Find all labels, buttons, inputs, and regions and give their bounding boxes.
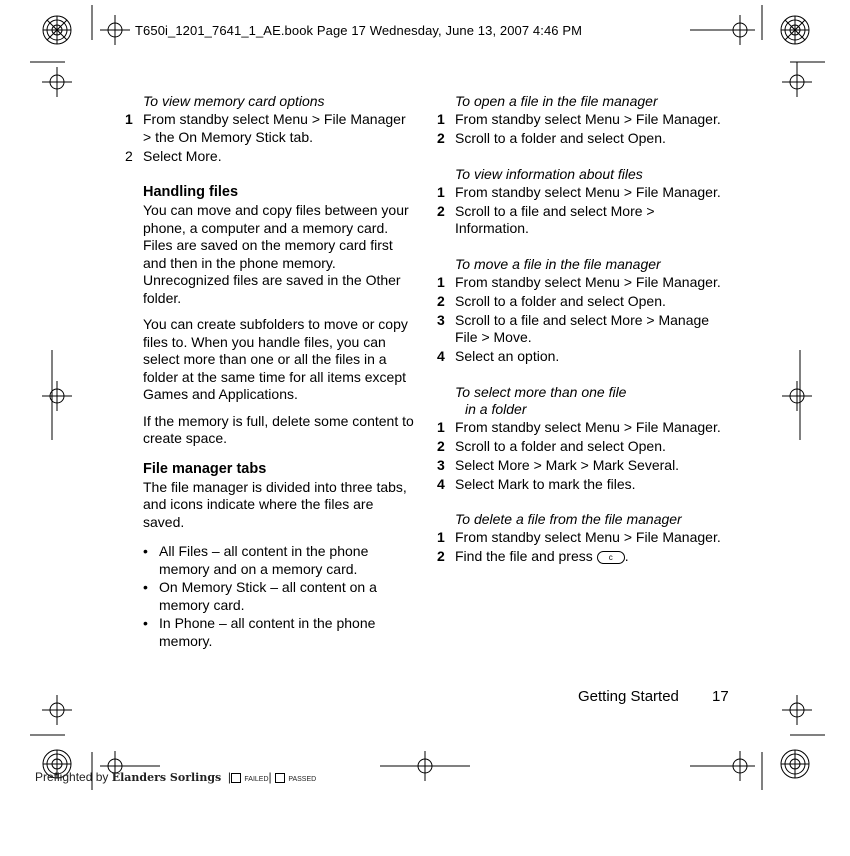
step-item <box>437 184 727 202</box>
step-number: 2 <box>437 292 445 309</box>
failed-label: FAILED <box>244 776 269 783</box>
file-info-steps <box>437 184 727 238</box>
color-rosette-icon <box>781 16 809 44</box>
select-multiple-title-line1: To select more than one file <box>455 383 627 400</box>
step-text: Scroll to a folder and select Open. <box>455 437 666 454</box>
step-item <box>437 274 727 292</box>
passed-label: PASSED <box>288 776 317 783</box>
memory-card-steps <box>125 111 415 165</box>
step-number: 1 <box>125 111 133 127</box>
step-number: 1 <box>437 273 445 290</box>
step-number: 1 <box>437 529 445 545</box>
step-text: From standby select Menu > File Manager. <box>455 418 721 435</box>
step-item <box>437 312 727 347</box>
color-rosette-icon <box>43 16 71 44</box>
step-text: From standby select Menu > File Manager. <box>455 111 721 127</box>
left-column <box>125 93 415 651</box>
step-text-end: . <box>624 548 629 564</box>
step-item <box>437 476 727 494</box>
delete-file-steps <box>437 529 727 566</box>
step-number: 2 <box>437 202 445 219</box>
memory-card-options-title: To view memory card options <box>143 93 325 109</box>
step-text: Scroll to a folder and select Open. <box>455 292 666 309</box>
checkbox-icon <box>275 773 285 783</box>
step-number: 1 <box>437 183 445 200</box>
move-file-steps <box>437 274 727 366</box>
right-column <box>437 93 727 574</box>
file-manager-tabs-heading: File manager tabs <box>143 460 267 477</box>
bullet-text: All Files – all content in the phone memory and on a memory card. <box>159 543 369 577</box>
step-text-part: Find the file and press <box>455 548 593 564</box>
step-text: From standby select Menu > File Manager > the On Memory Stick tab. <box>143 111 406 145</box>
paragraph: If the memory is full, delete some content to create space. <box>143 412 414 446</box>
step-text: Scroll to a folder and select Open. <box>455 130 666 146</box>
step-item <box>437 438 727 456</box>
move-file-title: To move a file in the file manager <box>455 255 661 272</box>
step-text: From standby select Menu > File Manager. <box>455 529 721 545</box>
step-number: 4 <box>437 475 445 492</box>
step-number: 2 <box>125 147 133 164</box>
step-text: Select an option. <box>455 348 560 364</box>
step-item <box>437 419 727 437</box>
preflight-prefix: Preflighted by <box>35 770 109 784</box>
preflight-stamp: Preflighted by Elanders Sorlings | FAILED| PASSED <box>35 770 317 784</box>
preflight-brand: Elanders Sorlings <box>111 771 222 784</box>
step-text: Scroll to a file and select More > Manage File > Move. <box>455 311 710 345</box>
paragraph: You can move and copy files between your phone, a computer and a memory card. Files are saved on the memory card first and then in the phone memory. Unrecognized files are saved in the Other folder. <box>143 202 409 306</box>
bullet-text: On Memory Stick – all content on a memory card. <box>159 579 377 613</box>
tabs-bullet-list <box>143 543 415 650</box>
open-file-steps <box>437 111 727 148</box>
list-item: • All Files – all content in the phone memory and on a memory card. <box>143 543 415 578</box>
step-number: 3 <box>437 456 445 473</box>
select-multiple-title-line2: in a folder <box>465 400 527 417</box>
step-item <box>437 293 727 311</box>
book-header: T650i_1201_7641_1_AE.book Page 17 Wednesday, June 13, 2007 4:46 PM <box>135 23 583 38</box>
step-text: Select Mark to mark the files. <box>455 475 636 492</box>
step-number: 2 <box>437 130 445 146</box>
step-text: From standby select Menu > File Manager. <box>455 183 721 200</box>
color-rosette-icon <box>781 750 809 778</box>
select-multiple-steps <box>437 419 727 494</box>
step-item <box>125 111 415 146</box>
bullet-text: In Phone – all content in the phone memory. <box>159 615 376 649</box>
step-text: From standby select Menu > File Manager. <box>455 273 721 290</box>
step-number: 2 <box>437 548 445 564</box>
step-text: Select More > Mark > Mark Several. <box>455 456 680 473</box>
step-number: 1 <box>437 418 445 435</box>
step-number: 2 <box>437 437 445 454</box>
step-text: Scroll to a file and select More > Information. <box>455 202 655 236</box>
paragraph: The file manager is divided into three tabs, and icons indicate where the files are saved. <box>143 478 407 530</box>
paragraph: You can create subfolders to move or copy files to. When you handle files, you can select more than one or all the files in a folder at the same time for all items except Games and Applications. <box>143 316 408 402</box>
checkbox-icon <box>231 773 241 783</box>
clear-key-icon: c <box>597 551 625 564</box>
open-file-title: To open a file in the file manager <box>455 93 658 109</box>
step-item <box>437 529 727 547</box>
step-item <box>437 111 727 129</box>
delete-file-title: To delete a file from the file manager <box>455 511 682 527</box>
step-text: Select More. <box>143 147 222 164</box>
list-item: • On Memory Stick – all content on a memory card. <box>143 579 415 614</box>
step-item <box>437 203 727 238</box>
step-item <box>437 457 727 475</box>
step-number: 3 <box>437 311 445 328</box>
list-item: • In Phone – all content in the phone memory. <box>143 615 415 650</box>
footer-section-title: Getting Started <box>578 688 679 705</box>
page-number: 17 <box>712 688 729 705</box>
handling-files-heading: Handling files <box>143 184 239 200</box>
step-item <box>125 148 415 166</box>
step-number: 1 <box>437 111 445 127</box>
step-item <box>437 348 727 366</box>
step-item <box>437 130 727 148</box>
file-info-title: To view information about files <box>455 165 643 182</box>
step-item <box>437 548 727 566</box>
step-text <box>455 548 629 566</box>
step-number: 4 <box>437 348 445 364</box>
